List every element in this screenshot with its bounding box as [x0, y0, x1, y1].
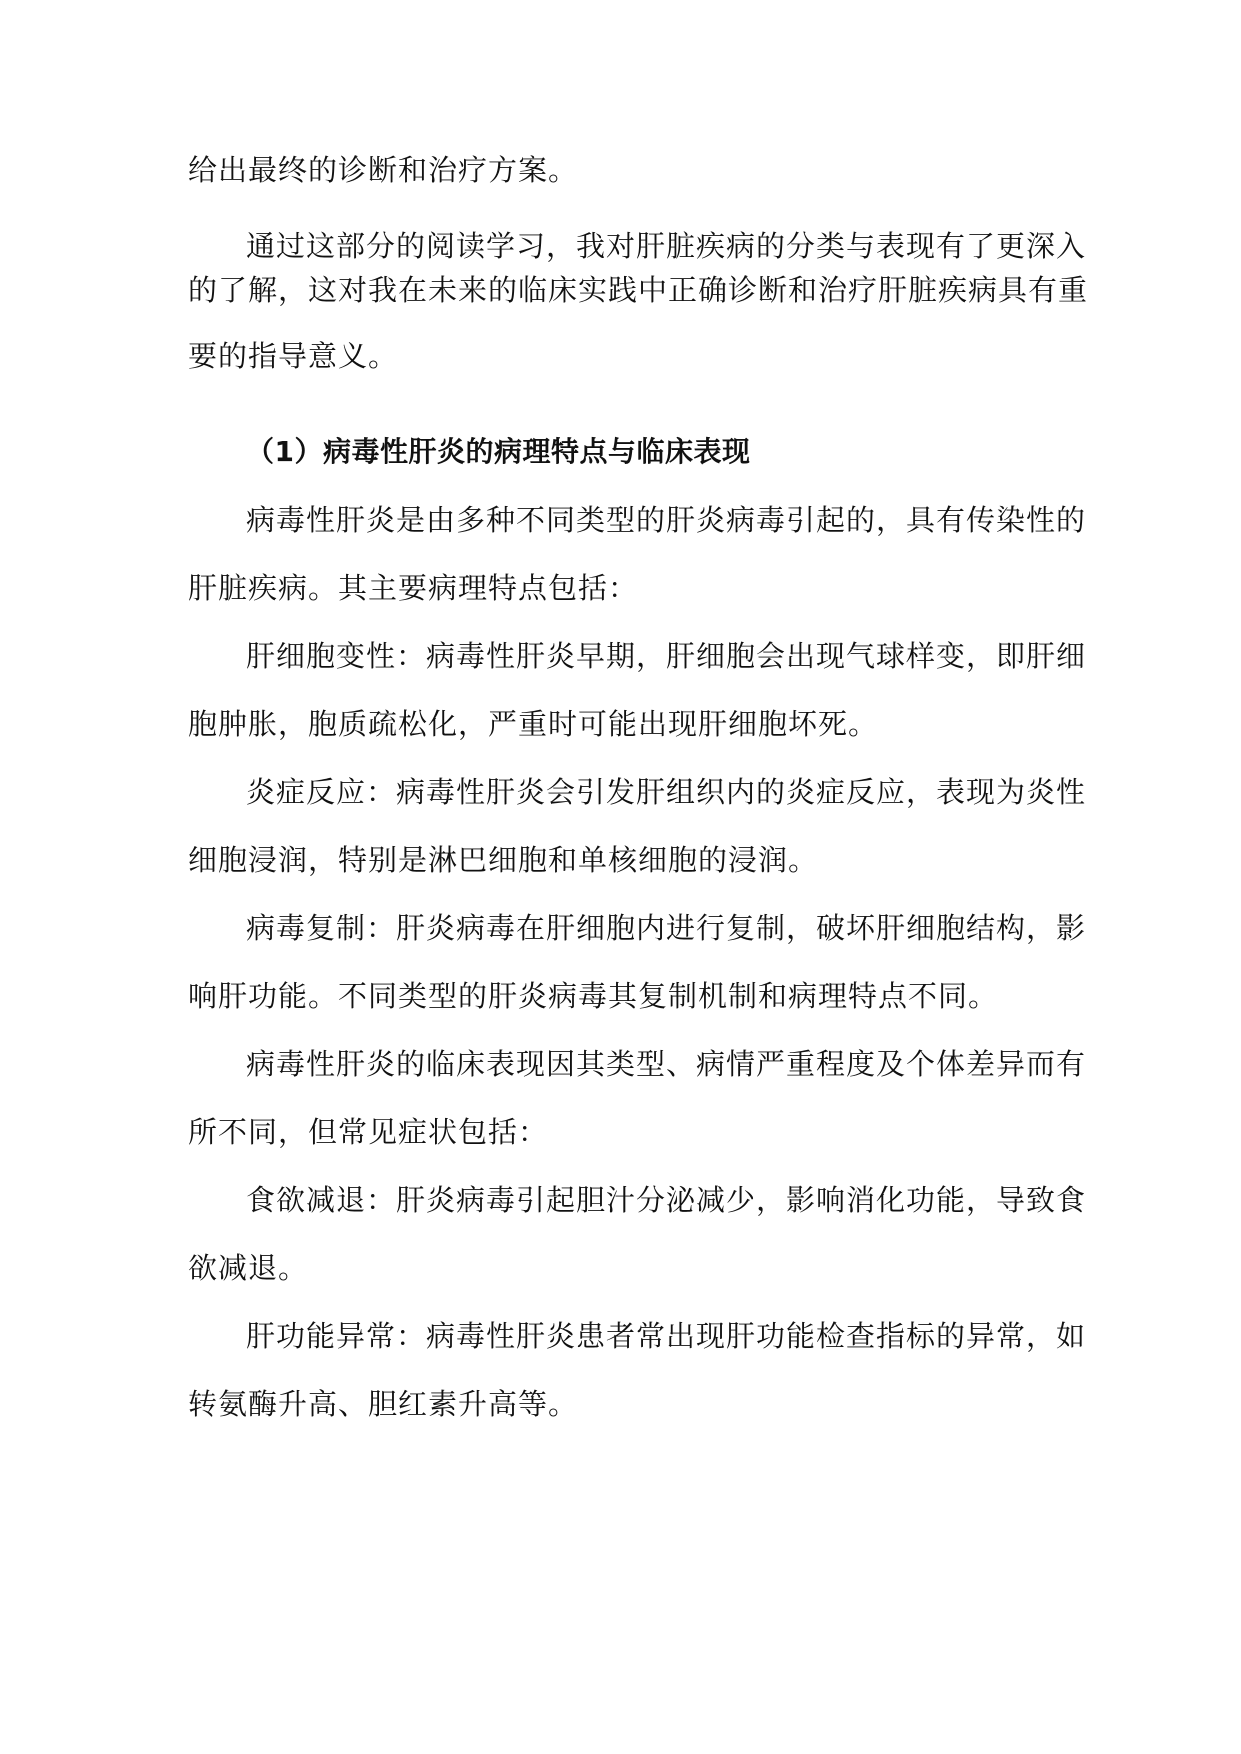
text-line: 炎症反应：病毒性肝炎会引发肝组织内的炎症反应，表现为炎性: [246, 775, 1087, 809]
section-heading: （1）病毒性肝炎的病理特点与临床表现: [246, 435, 751, 468]
text-line: 病毒复制：肝炎病毒在肝细胞内进行复制，破坏肝细胞结构，影: [246, 911, 1087, 945]
text-line: 胞肿胀，胞质疏松化，严重时可能出现肝细胞坏死。: [188, 707, 879, 741]
text-line: 响肝功能。不同类型的肝炎病毒其复制机制和病理特点不同。: [188, 979, 999, 1013]
text-line: 欲减退。: [188, 1251, 309, 1285]
text-line: 细胞浸润，特别是淋巴细胞和单核细胞的浸润。: [188, 843, 819, 877]
text-line: 所不同，但常见症状包括：: [188, 1115, 549, 1149]
text-line: 给出最终的诊断和治疗方案。: [188, 153, 579, 187]
text-line: 通过这部分的阅读学习，我对肝脏疾病的分类与表现有了更深入: [246, 229, 1087, 263]
text-line: 肝细胞变性：病毒性肝炎早期，肝细胞会出现气球样变，即肝细: [246, 639, 1087, 673]
text-line: 病毒性肝炎的临床表现因其类型、病情严重程度及个体差异而有: [246, 1047, 1087, 1081]
text-line: 要的指导意义。: [188, 339, 399, 373]
text-line: 食欲减退：肝炎病毒引起胆汁分泌减少，影响消化功能，导致食: [246, 1183, 1087, 1217]
text-line: 病毒性肝炎是由多种不同类型的肝炎病毒引起的，具有传染性的: [246, 503, 1087, 537]
text-line: 肝功能异常：病毒性肝炎患者常出现肝功能检查指标的异常，如: [246, 1319, 1087, 1353]
text-line: 的了解，这对我在未来的临床实践中正确诊断和治疗肝脏疾病具有重: [188, 273, 1089, 307]
text-line: 转氨酶升高、胆红素升高等。: [188, 1387, 579, 1421]
text-line: 肝脏疾病。其主要病理特点包括：: [188, 571, 639, 605]
